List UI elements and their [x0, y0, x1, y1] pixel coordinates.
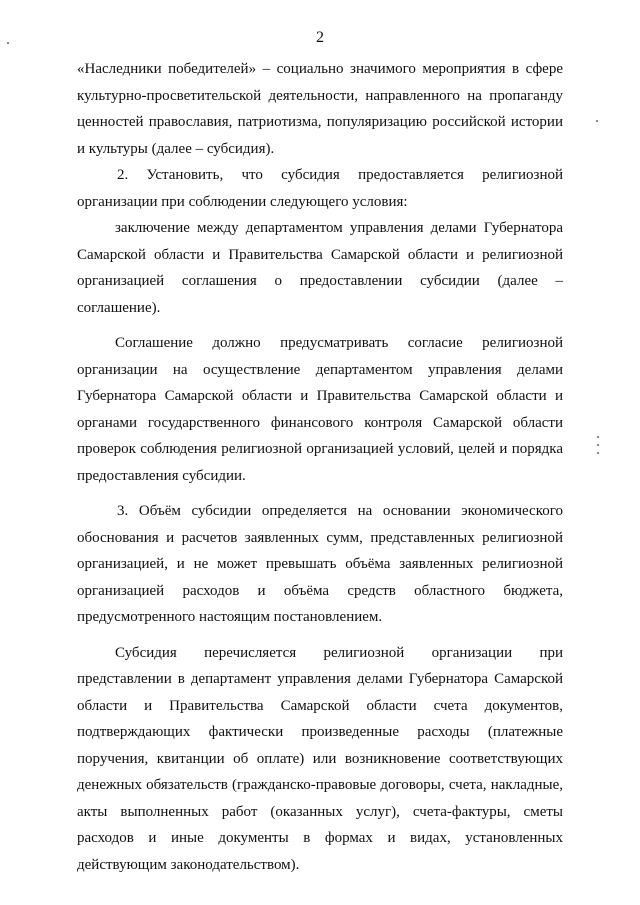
paragraph-condition: заключение между департаментом управления делами Губернатора Самарской области и Правительства Самарской области и религиозной организацией соглашения о предоставлении субсидии (далее – соглашение).: [77, 220, 563, 316]
scan-speck: [596, 120, 598, 122]
scan-speck: [597, 452, 599, 454]
paragraph-agreement: Соглашение должно предусматривать согласие религиозной организации на осуществление департаментом управления делами Губернатора Самарской области и Правительства Самарской области и органами государственного финансового контроля Самарской области проверок соблюдения религиозной организацией условий, целей и порядка предоставления субсидии.: [77, 335, 563, 484]
paragraph-item-3: 3. Объём субсидии определяется на основании экономического обоснования и расчетов заявленных сумм, представленных религиозной организацией, и не может превышать объёма заявленных религиозной организацией расходов и объёма средств областного бюджета, предусмотренного настоящим постановлением.: [77, 503, 563, 625]
scan-speck: [597, 444, 599, 446]
paragraph-item-2: 2. Установить, что субсидия предоставляется религиозной организации при соблюдении следующего условия:: [77, 167, 563, 210]
paragraph-transfer: Субсидия перечисляется религиозной организации при представлении в департамент управления делами Губернатора Самарской области и Правительства Самарской области счета документов, подтверждающих фактически произведенные расходы (платежные поручения, квитанции об оплате) или возникновение соответствующих денежных обязательств (гражданско-правовые договоры, счета, накладные, акты выполненных работ (оказанных услуг), счета-фактуры, сметы расходов и иные документы в формах и видах, установленных действующим законодательством).: [77, 644, 563, 873]
scan-speck: [7, 42, 9, 44]
scan-speck: [597, 436, 599, 438]
paragraph-continuation: «Наследники победителей» – социально значимого мероприятия в сфере культурно-просветительской деятельности, направленного на пропаганду ценностей православия, патриотизма, популяризацию российской истории и культуры (далее – субсидия).: [77, 61, 563, 157]
document-body: [77, 56, 563, 878]
page-number: 2: [316, 29, 324, 46]
